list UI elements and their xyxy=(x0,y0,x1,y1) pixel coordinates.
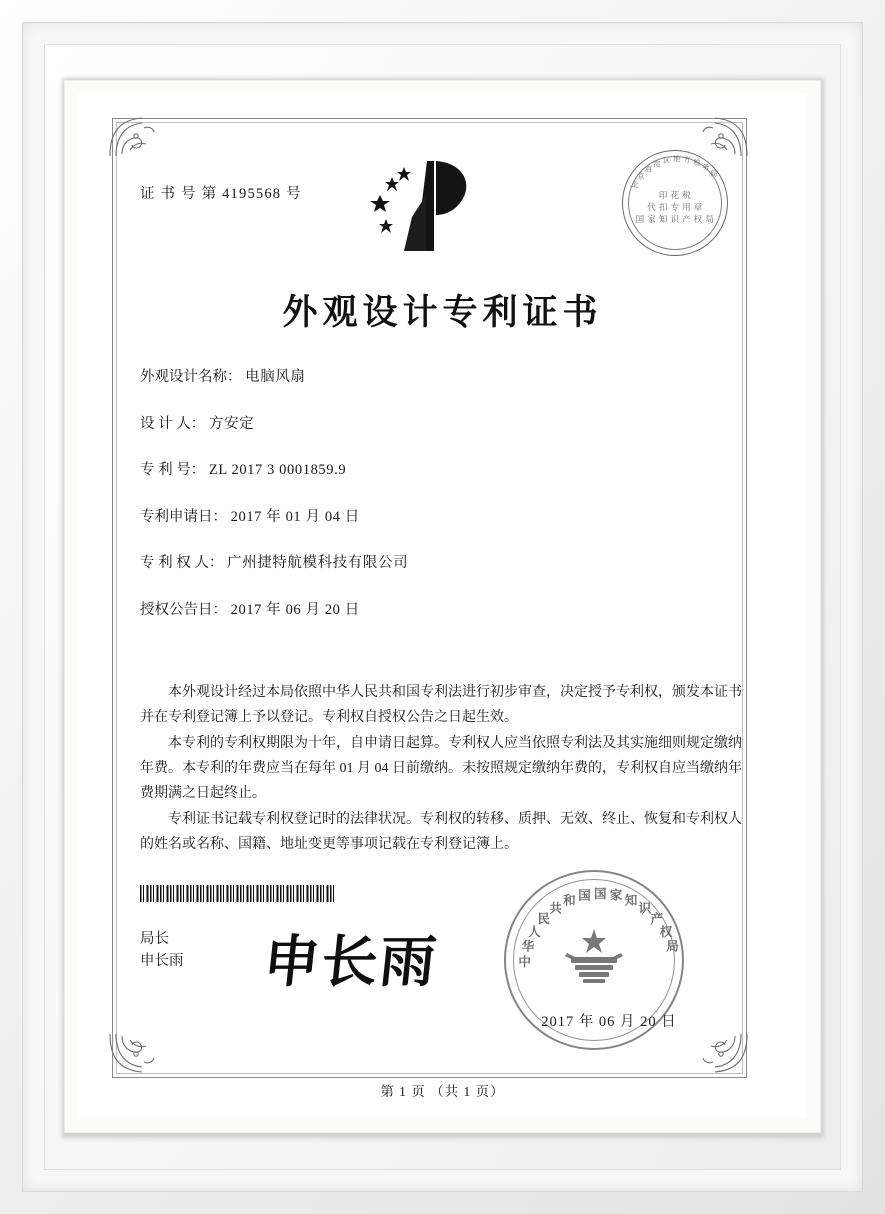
page-footer: 第 1 页 （共 1 页） xyxy=(380,1084,505,1099)
seal-line-3: 国 家 知 识 产 权 局 xyxy=(635,214,715,224)
field-grant-date xyxy=(140,598,740,619)
field-designer xyxy=(140,412,740,433)
field-value: 方安定 xyxy=(208,415,255,432)
field-value: ZL 2017 3 0001859.9 xyxy=(208,462,347,478)
cnipa-logo-icon xyxy=(364,155,494,270)
field-label: 专 利 号： xyxy=(140,462,206,478)
field-label: 专 利 权 人： xyxy=(140,555,224,571)
field-value: 2017 年 01 月 04 日 xyxy=(230,508,360,525)
seal-outer-text: 中 华 人 民 共 和 国 国 家 知 识 产 权 局 xyxy=(518,887,679,970)
certificate-content xyxy=(64,80,821,1133)
field-value: 2017 年 06 月 20 日 xyxy=(230,601,360,618)
seal-line-2: 代 扣 专 用 章 xyxy=(647,202,703,212)
field-patent-number xyxy=(140,458,740,479)
paragraph-1: 本外观设计经过本局依照中华人民共和国专利法进行初步审查，决定授予专利权，颁发本证书并在专利登记簿上予以登记。专利权自授权公告之日起生效。 xyxy=(140,685,742,725)
signatory-block xyxy=(140,928,184,972)
certificate-paper xyxy=(64,80,821,1133)
field-label: 专利申请日： xyxy=(140,508,227,525)
field-list xyxy=(140,365,740,644)
signatory-role: 局长 xyxy=(140,931,169,947)
field-label: 设 计 人： xyxy=(140,415,206,432)
field-value: 电脑风扇 xyxy=(245,369,306,385)
seal-outer-text: 北 京 海 淀 区 地 方 税 务 局 xyxy=(631,155,718,189)
field-application-date xyxy=(140,505,740,526)
tax-stamp-seal xyxy=(622,150,728,256)
certificate-number: 证 书 号 第 4195568 号 xyxy=(140,186,302,202)
page-title: 外观设计专利证书 xyxy=(282,292,603,333)
seal-line-1: 印 花 税 xyxy=(658,190,692,200)
paragraph-3: 专利证书记载专利权登记时的法律状况。专利权的转移、质押、无效、终止、恢复和专利权人的姓名或名称、国籍、地址变更等事项记载在专利登记簿上。 xyxy=(140,812,742,852)
paragraph-2: 本专利的专利权期限为十年，自申请日起算。专利权人应当依照专利法及其实施细则规定缴纳年费。本专利的年费应当在每年 01 月 04 日前缴纳。未按照规定缴纳年费的，专利权自应当缴纳年费期满之日起终止。 xyxy=(140,736,742,801)
field-label: 授权公告日： xyxy=(140,601,227,618)
field-design-name xyxy=(140,365,740,386)
legal-text xyxy=(140,680,742,858)
field-value: 广州捷特航模科技有限公司 xyxy=(227,555,409,571)
handwritten-signature: 申长雨 xyxy=(260,929,442,995)
signatory-name: 申长雨 xyxy=(140,953,184,969)
barcode xyxy=(140,885,335,902)
national-emblem-icon xyxy=(557,923,631,997)
field-patentee xyxy=(140,551,740,572)
seal-date: 2017 年 06 月 20 日 xyxy=(541,1014,677,1030)
field-label: 外观设计名称： xyxy=(140,369,242,385)
